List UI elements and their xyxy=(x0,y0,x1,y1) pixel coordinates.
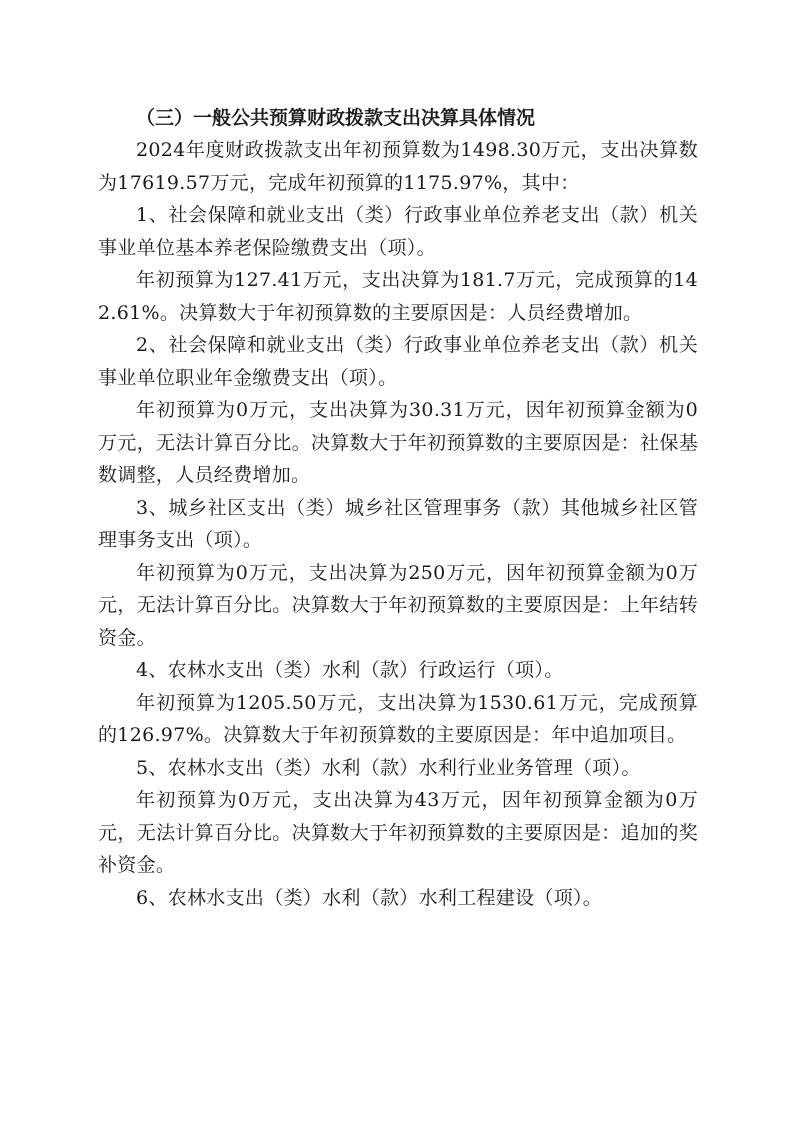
item-5-title: 5、农林水支出（类）水利（款）水利行业业务管理（项）。 xyxy=(136,756,641,779)
summary-paragraph: 2024年度财政拨款支出年初预算数为1498.30万元，支出决算数为17619.57万元，完成年初预算的1175.97%，其中： xyxy=(98,139,698,194)
item-3-title: 3、城乡社区支出（类）城乡社区管理事务（款）其他城乡社区管理事务支出（项）。 xyxy=(98,496,698,551)
item-2-detail: 年初预算为0万元，支出决算为30.31万元，因年初预算金额为0万元，无法计算百分比。决算数大于年初预算数的主要原因是：社保基数调整，人员经费增加。 xyxy=(98,399,698,486)
item-4-title: 4、农林水支出（类）水利（款）行政运行（项）。 xyxy=(136,659,564,681)
item-6-title: 6、农林水支出（类）水利（款）水利工程建设（项）。 xyxy=(136,886,603,909)
item-5-detail: 年初预算为0万元，支出决算为43万元，因年初预算金额为0万元，无法计算百分比。决算数大于年初预算数的主要原因是：追加的奖补资金。 xyxy=(98,789,698,876)
item-3-detail: 年初预算为0万元，支出决算为250万元，因年初预算金额为0万元，无法计算百分比。决算数大于年初预算数的主要原因是：上年结转资金。 xyxy=(98,561,698,649)
item-2-title: 2、社会保障和就业支出（类）行政事业单位养老支出（款）机关事业单位职业年金缴费支出（项）。 xyxy=(98,334,698,389)
document-body xyxy=(98,102,698,914)
section-heading: （三）一般公共预算财政拨款支出决算具体情况 xyxy=(136,107,536,129)
item-4-detail: 年初预算为1205.50万元，支出决算为1530.61万元，完成预算的126.97%。决算数大于年初预算数的主要原因是：年中追加项目。 xyxy=(98,691,698,746)
item-1-title: 1、社会保障和就业支出（类）行政事业单位养老支出（款）机关事业单位基本养老保险缴费支出（项）。 xyxy=(98,204,698,259)
item-1-detail: 年初预算为127.41万元，支出决算为181.7万元，完成预算的142.61%。决算数大于年初预算数的主要原因是：人员经费增加。 xyxy=(98,269,698,324)
